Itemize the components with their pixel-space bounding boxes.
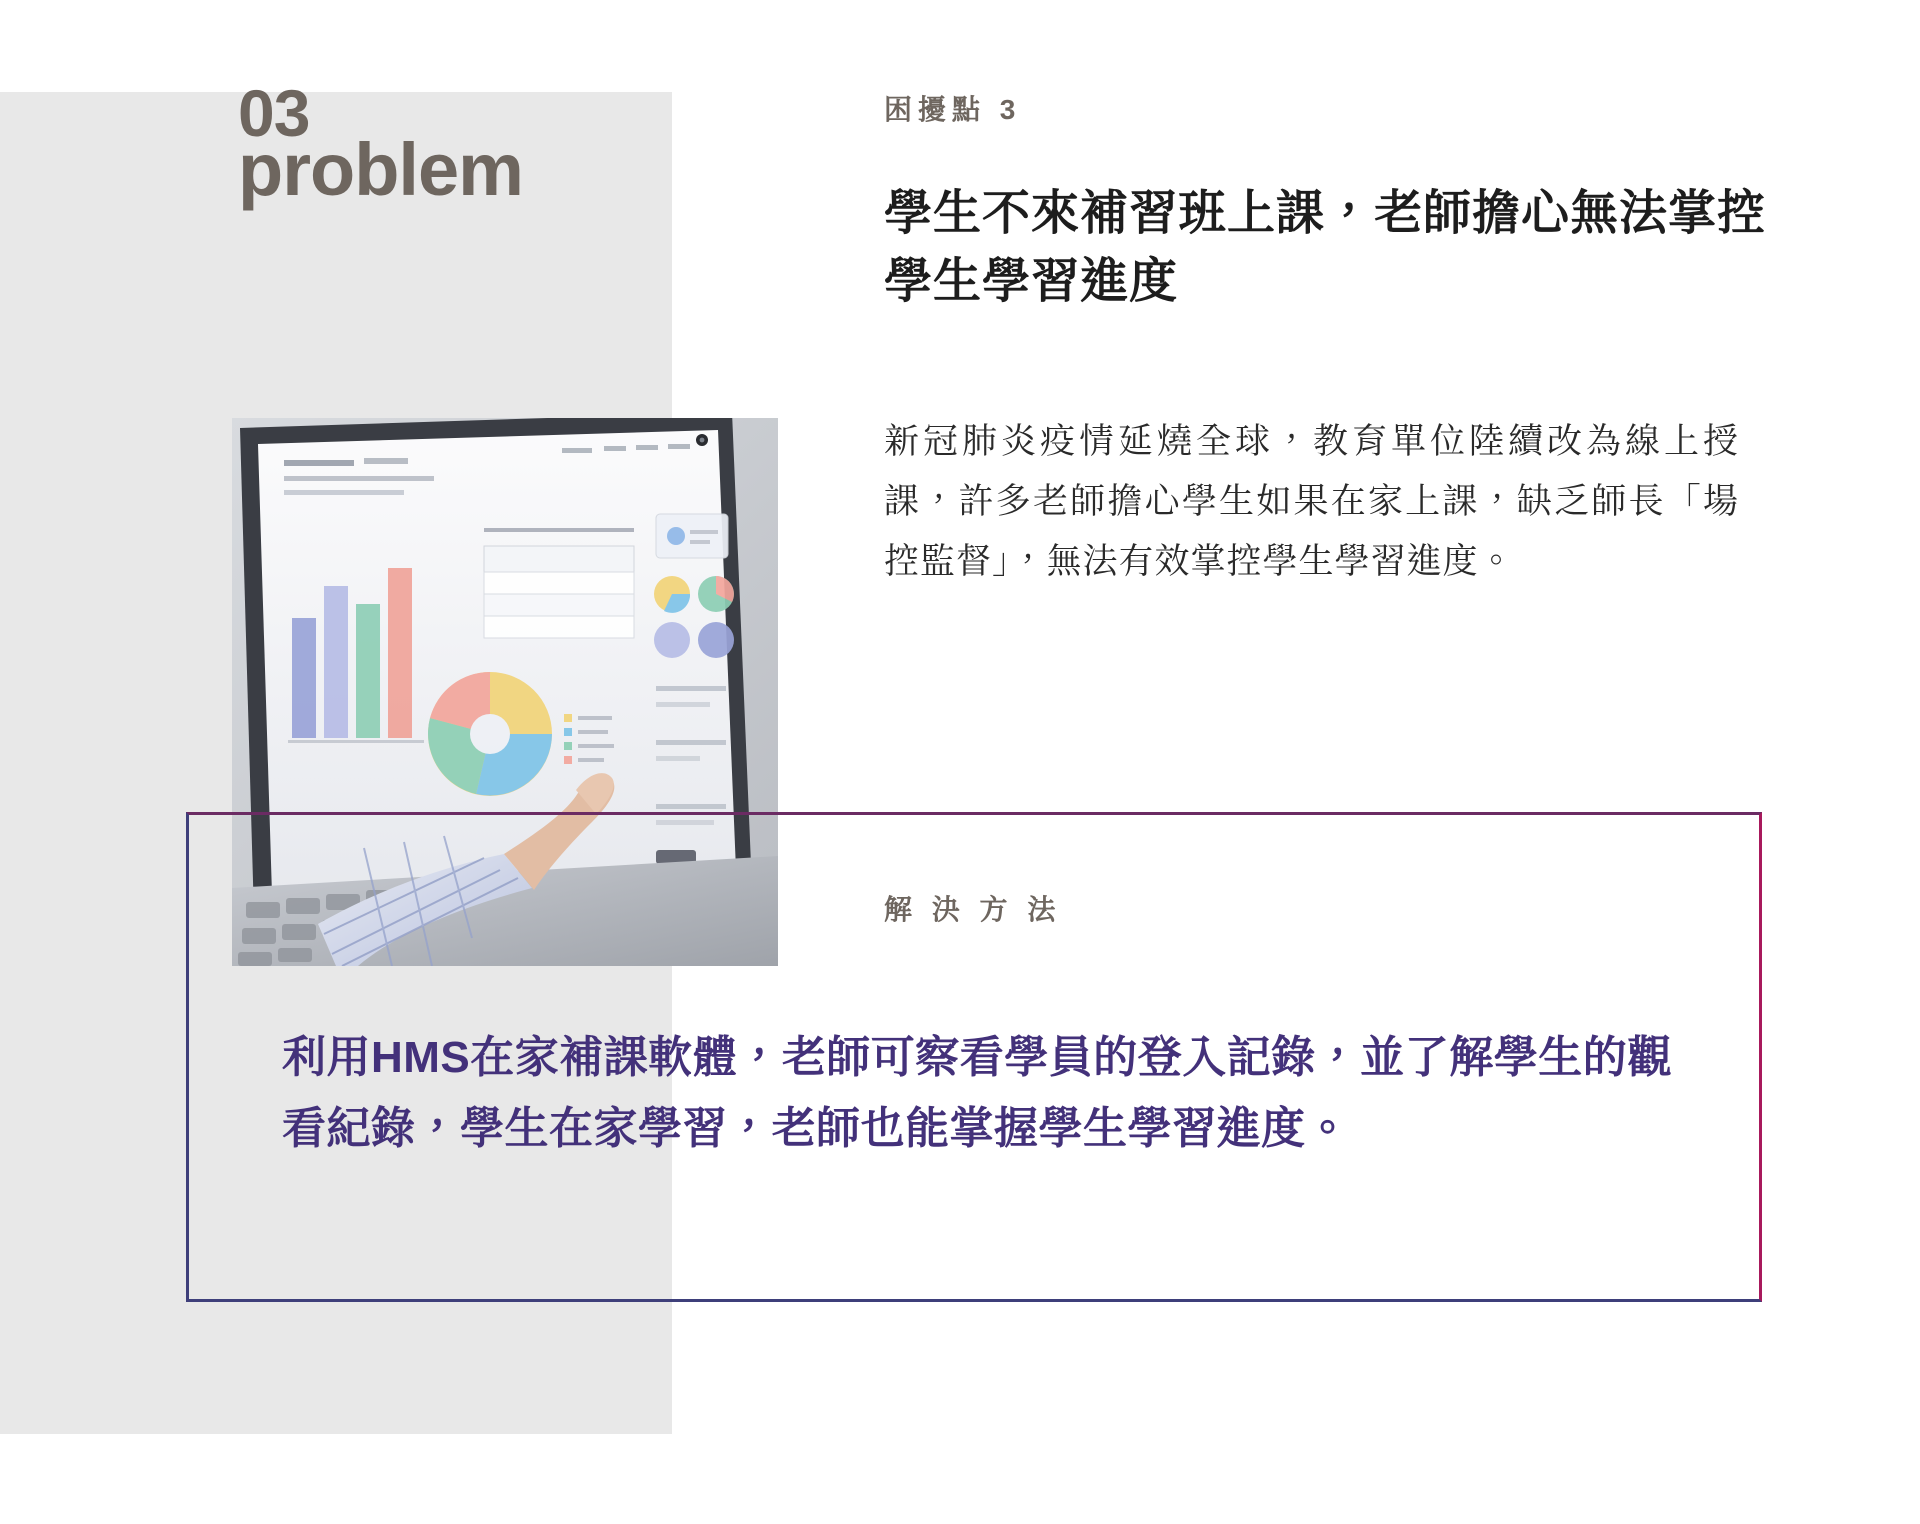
section-marker [238,76,658,212]
section-word: problem [238,128,523,212]
problem-headline: 學生不來補習班上課，老師擔心無法掌控學生學習進度 [884,187,1767,309]
solution-text: 利用HMS在家補課軟體，老師可察看學員的登入記錄，並了解學生的觀看紀錄，學生在家學習，老師也能掌握學生學習進度。 [282,1033,1672,1154]
problem-kicker: 困擾點 3 [884,94,1022,125]
solution-kicker: 解 決 方 法 [884,894,1062,925]
section-number: 03 [238,76,310,150]
problem-body-text: 新冠肺炎疫情延燒全球，教育單位陸續改為線上授課，許多老師擔心學生如果在家上課，缺乏師長「場控監督」，無法有效掌控學生學習進度。 [884,422,1739,582]
